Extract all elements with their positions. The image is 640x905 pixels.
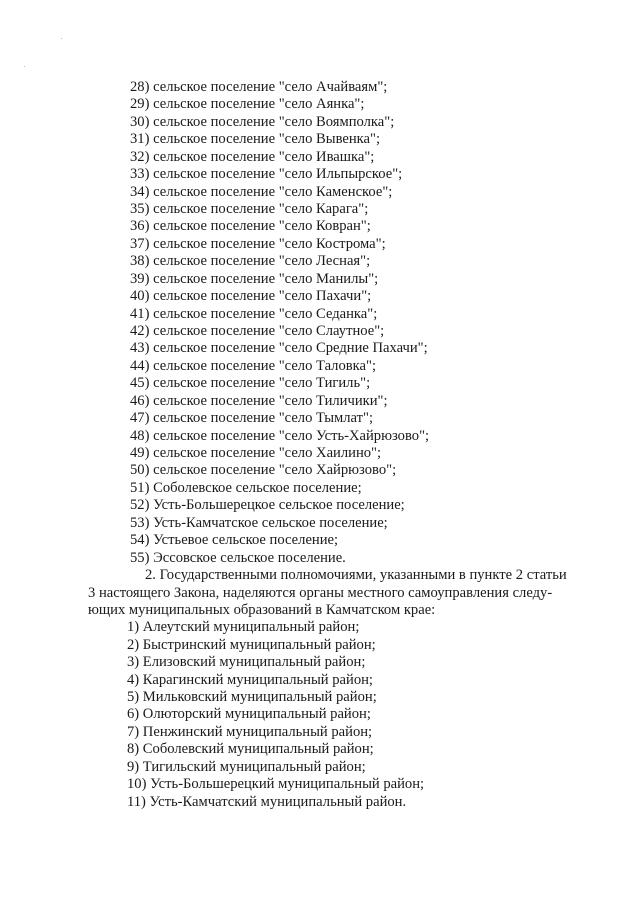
list-item: 6) Олюторский муниципальный район;: [127, 706, 371, 722]
list-item: 35) сельское поселение "село Карага";: [130, 201, 369, 217]
list-item: 29) сельское поселение "село Аянка";: [130, 96, 365, 112]
list-item: 48) сельское поселение "село Усть-Хайрюзово";: [130, 428, 430, 444]
list-item: 38) сельское поселение "село Лесная";: [130, 253, 371, 269]
list-item: 10) Усть-Большерецкий муниципальный район;: [127, 776, 425, 792]
list-item: 42) сельское поселение "село Слаутное";: [130, 323, 385, 339]
list-item: 45) сельское поселение "село Тигиль";: [130, 375, 371, 391]
list-item: 5) Мильковский муниципальный район;: [127, 689, 377, 705]
list-item: 36) сельское поселение "село Ковран";: [130, 218, 371, 234]
paragraph-line: 3 настоящего Закона, наделяются органы местного самоуправления следу-: [88, 585, 553, 601]
paragraph-line: ющих муниципальных образований в Камчатском крае:: [88, 602, 436, 618]
list-item: 40) сельское поселение "село Пахачи";: [130, 288, 372, 304]
scan-artifact: [61, 38, 62, 39]
list-item: 47) сельское поселение "село Тымлат";: [130, 410, 374, 426]
list-item: 44) сельское поселение "село Таловка";: [130, 358, 377, 374]
list-item: 7) Пенжинский муниципальный район;: [127, 724, 373, 740]
list-item: 50) сельское поселение "село Хайрюзово";: [130, 462, 397, 478]
list-item: 39) сельское поселение "село Манилы";: [130, 271, 379, 287]
list-item: 54) Устьевое сельское поселение;: [130, 532, 339, 548]
list-item: 46) сельское поселение "село Тиличики";: [130, 393, 388, 409]
list-item: 51) Соболевское сельское поселение;: [130, 480, 362, 496]
list-item: 53) Усть-Камчатское сельское поселение;: [130, 515, 388, 531]
scan-artifact: [24, 66, 25, 67]
list-item: 49) сельское поселение "село Хаилино";: [130, 445, 382, 461]
list-item: 11) Усть-Камчатский муниципальный район.: [127, 794, 407, 810]
list-item: 32) сельское поселение "село Ивашка";: [130, 149, 375, 165]
list-item: 1) Алеутский муниципальный район;: [127, 619, 360, 635]
list-item: 37) сельское поселение "село Кострома";: [130, 236, 386, 252]
list-item: 28) сельское поселение "село Ачайваям";: [130, 79, 388, 95]
list-item: 2) Быстринский муниципальный район;: [127, 637, 376, 653]
list-item: 34) сельское поселение "село Каменское";: [130, 184, 393, 200]
list-item: 30) сельское поселение "село Воямполка";: [130, 114, 395, 130]
paragraph-line: 2. Государственными полномочиями, указанными в пункте 2 статьи: [145, 567, 567, 583]
list-item: 55) Эссовское сельское поселение.: [130, 550, 346, 566]
list-item: 33) сельское поселение "село Ильпырское";: [130, 166, 403, 182]
list-item: 4) Карагинский муниципальный район;: [127, 672, 373, 688]
list-item: 3) Елизовский муниципальный район;: [127, 654, 366, 670]
list-item: 43) сельское поселение "село Средние Пахачи";: [130, 340, 428, 356]
list-item: 41) сельское поселение "село Седанка";: [130, 306, 378, 322]
list-item: 9) Тигильский муниципальный район;: [127, 759, 366, 775]
list-item: 52) Усть-Большерецкое сельское поселение;: [130, 497, 405, 513]
list-item: 31) сельское поселение "село Вывенка";: [130, 131, 381, 147]
list-item: 8) Соболевский муниципальный район;: [127, 741, 374, 757]
